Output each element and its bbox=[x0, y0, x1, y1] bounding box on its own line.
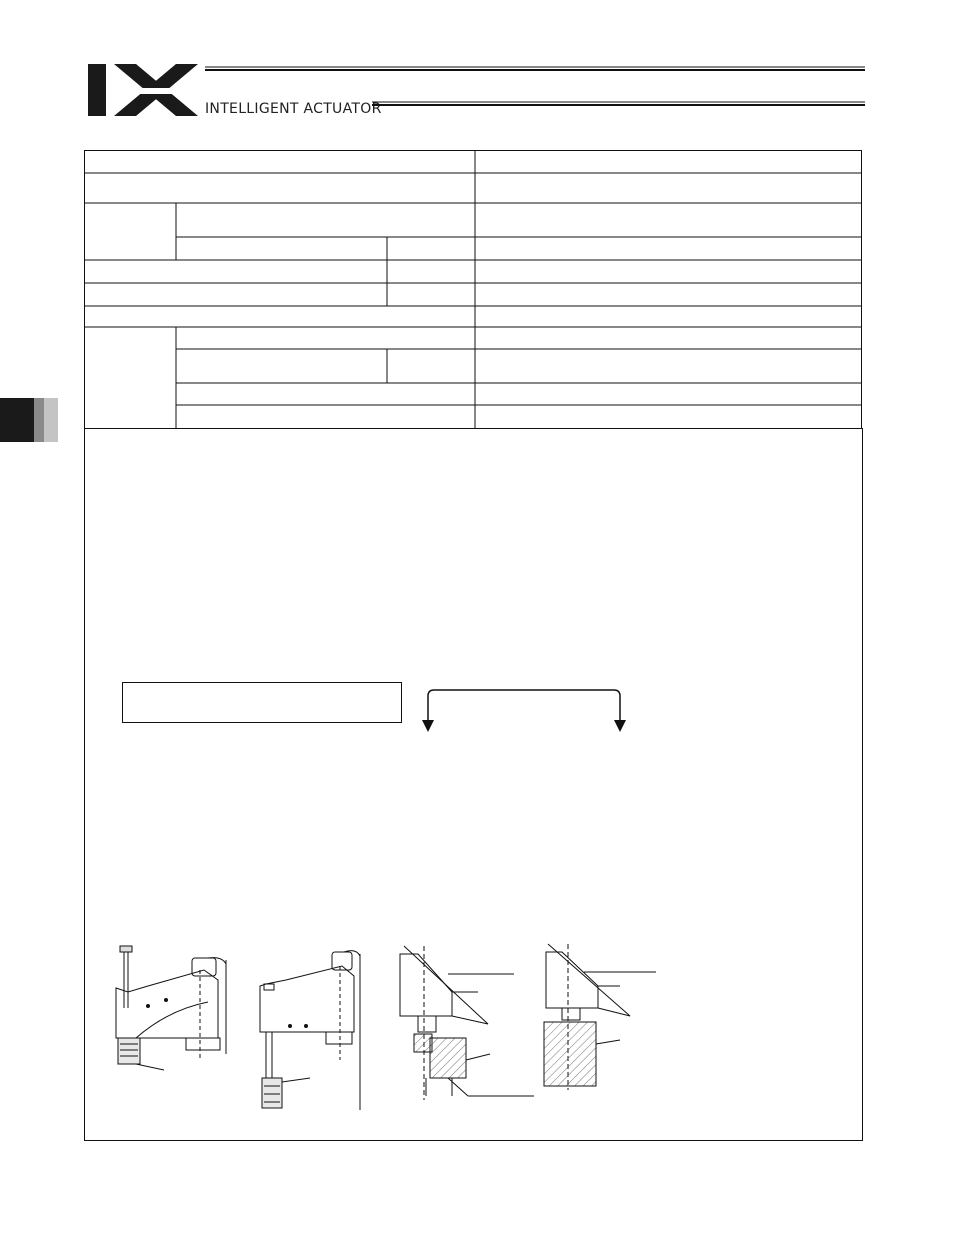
brand-name: INTELLIGENT ACTUATOR bbox=[205, 101, 382, 117]
scara-robot-1 bbox=[108, 940, 238, 1075]
scara-robot-2 bbox=[256, 940, 366, 1110]
flow-condition-box bbox=[122, 682, 402, 723]
arm-detail-2 bbox=[542, 940, 662, 1090]
spec-table bbox=[84, 150, 863, 429]
arm-detail-1 bbox=[396, 944, 536, 1104]
header-rule-top bbox=[205, 66, 865, 72]
chapter-tab-icon bbox=[0, 398, 58, 442]
branch-arrow-icon bbox=[418, 686, 634, 734]
header-rule-bottom bbox=[372, 101, 865, 107]
ix-logo-icon bbox=[88, 62, 208, 120]
